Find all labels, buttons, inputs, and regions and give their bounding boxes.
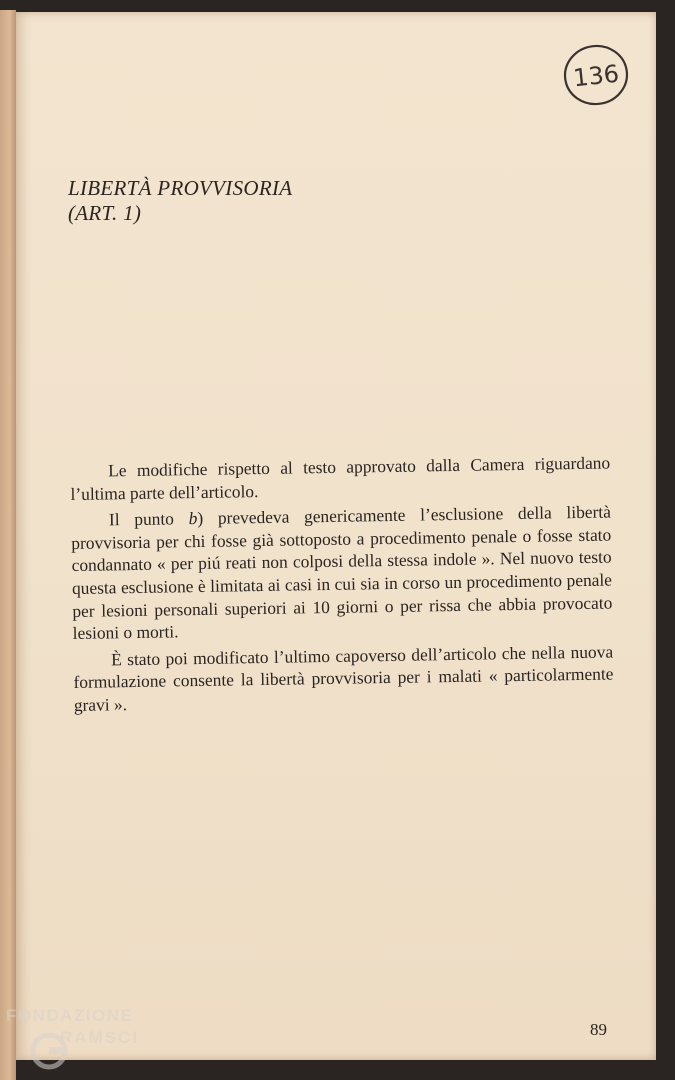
section-heading [68, 176, 292, 226]
heading-article: (ART. 1) [68, 201, 142, 225]
page-number: 89 [590, 1020, 607, 1039]
previous-page-edge [0, 10, 16, 1080]
paragraph-3: È stato poi modificato l’ultimo capoverso dell’articolo che nella nuova formulazione consente la libertà provvisoria per i malati « particolarmente gravi ». [73, 641, 614, 715]
watermark-line-1: FONDAZIONE [6, 1006, 134, 1025]
paragraph-1: Le modifiche rispetto al testo approvato dalla Camera riguardano l’ultima parte dell’articolo. [70, 452, 611, 504]
heading-title: LIBERTÀ PROVVISORIA [68, 176, 293, 200]
body-text [70, 452, 614, 721]
stamp-number: 136 [571, 59, 621, 93]
handwritten-page-number-stamp [561, 42, 631, 108]
archive-watermark [4, 1002, 174, 1076]
paragraph-2: Il punto b) prevedeva genericamente l’esclusione della libertà provvisoria per chi fosse già sottoposto a procedimento penale o fosse stato condannato « per piú reati non colposi della stessa indole ». Nel nuovo testo questa esclusione è limitata ai casi in cui sia in corso un procedimento penale per lesioni personali superiori ai 10 giorni o per rissa che abbia provocato lesioni o morti. [71, 501, 613, 644]
book-page [16, 12, 656, 1060]
watermark-line-2: RAMSCI [60, 1028, 140, 1047]
